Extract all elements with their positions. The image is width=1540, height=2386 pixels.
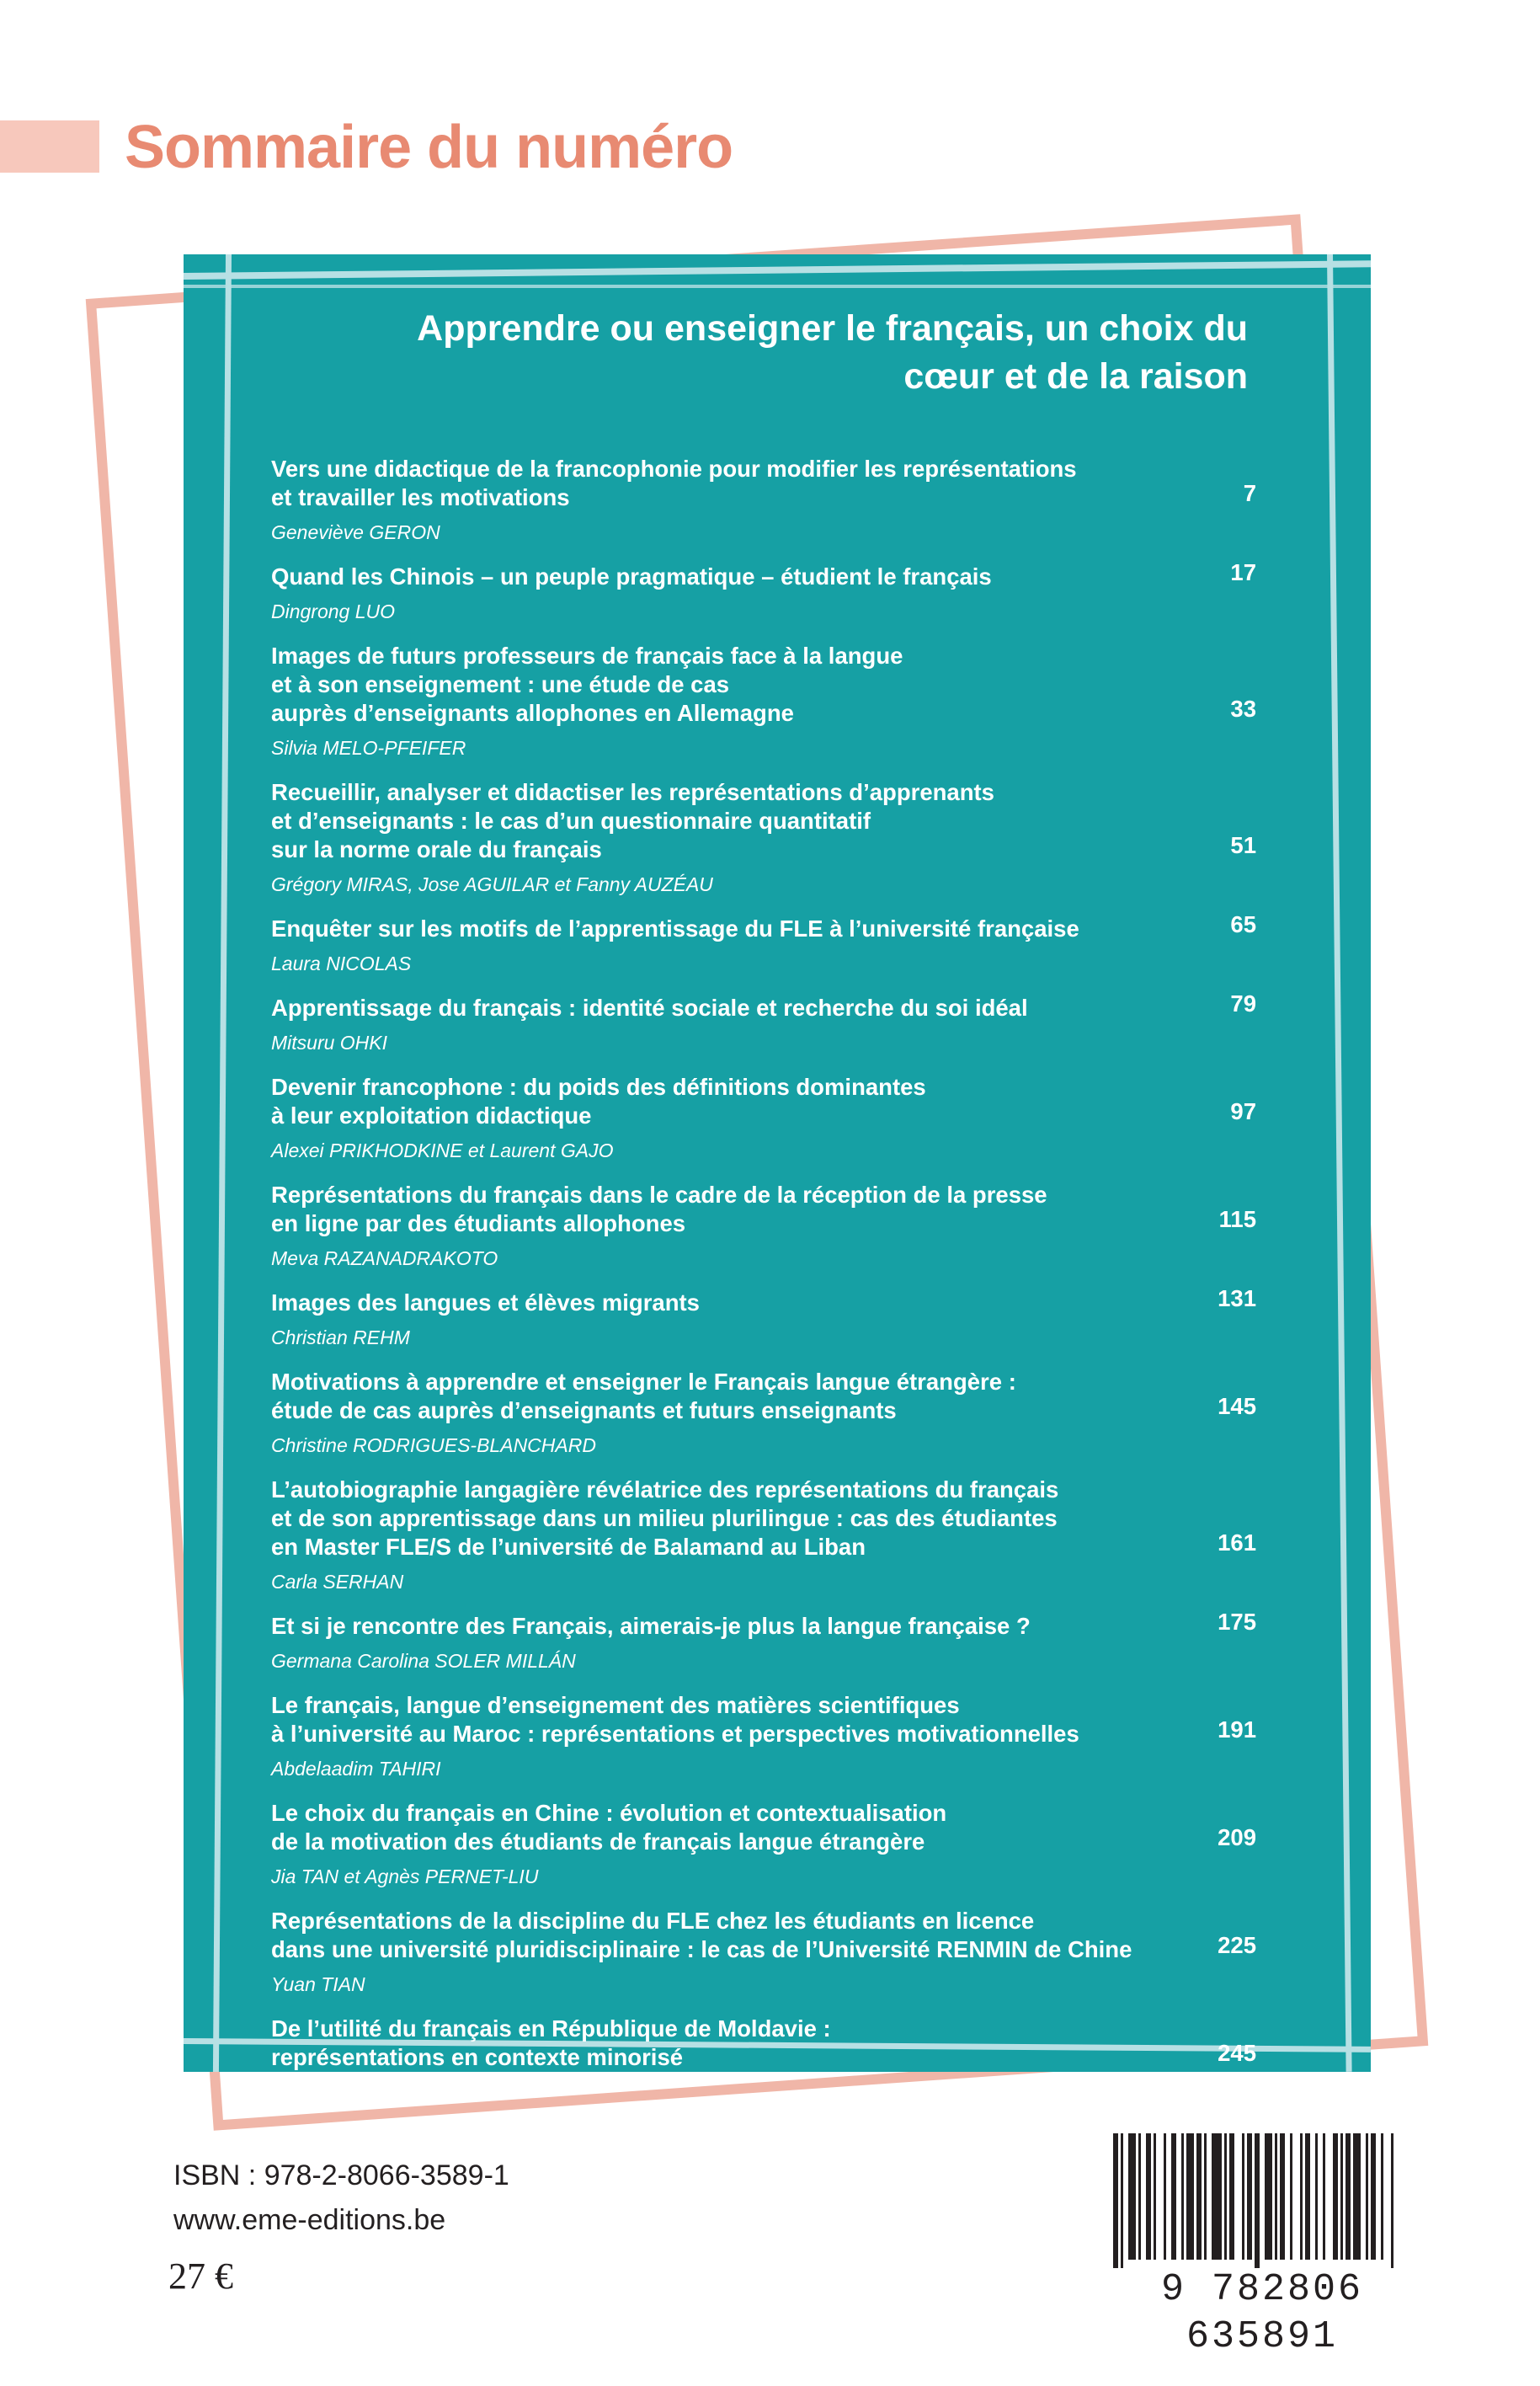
barcode-bar	[1300, 2133, 1303, 2260]
toc-entry-author: Silvia MELO-PFEIFER	[271, 737, 466, 759]
toc-entry-author: Anna-Christine WEIRICH	[271, 2081, 489, 2103]
price-text: 27 €	[168, 2255, 233, 2297]
toc-entry-page: 245	[1218, 2040, 1256, 2066]
toc-entry-title: Images des langues et élèves migrants	[271, 1289, 700, 1316]
toc-entry[interactable]	[271, 642, 1256, 761]
toc-entry[interactable]	[271, 1181, 1256, 1271]
toc-entry-author: Jia TAN et Agnès PERNET-LIU	[271, 1866, 539, 1887]
toc-entry-title: Apprentissage du français : identité sociale et recherche du soi idéal	[271, 995, 1028, 1021]
toc-entry-page: 33	[1230, 696, 1256, 722]
barcode-bar	[1346, 2133, 1351, 2260]
barcode-bar	[1181, 2133, 1184, 2260]
toc-entry-title: Enquêter sur les motifs de l’apprentissage du FLE à l’université française	[271, 915, 1079, 942]
barcode-bar	[1229, 2133, 1234, 2260]
barcode-bar	[1242, 2133, 1244, 2260]
toc-entry-title: Représentations de la discipline du FLE chez les étudiants en licence dans une université pluridisciplinaire : le cas de l’Université RENMIN de Chine	[271, 1908, 1132, 1962]
toc-entry[interactable]	[271, 2015, 1256, 2105]
toc-entry-title: Vers une didactique de la francophonie pour modifier les représentations et travailler les motivations	[271, 456, 1077, 510]
toc-panel	[184, 254, 1371, 2103]
barcode-bar	[1154, 2133, 1156, 2260]
toc-entry-page: 7	[1243, 480, 1256, 506]
barcode-bar	[1391, 2133, 1393, 2268]
toc-entry-page: 191	[1218, 1716, 1256, 1743]
toc-entry-page: 175	[1218, 1609, 1256, 1635]
barcode-bar	[1333, 2133, 1338, 2260]
toc-entry-author: Alexei PRIKHODKINE et Laurent GAJO	[271, 1140, 614, 1161]
barcode-bar	[1305, 2133, 1310, 2260]
issue-theme-title: Apprendre ou enseigner le français, un choix du cœur et de la raison	[417, 308, 1248, 397]
toc-entry-author: Dingrong LUO	[271, 601, 396, 622]
toc-entry-page: 79	[1230, 990, 1256, 1017]
toc-entry[interactable]	[271, 778, 1256, 897]
toc-entry-title: Et si je rencontre des Français, aimerais-je plus la langue française ?	[271, 1613, 1031, 1639]
barcode-bar	[1255, 2133, 1260, 2268]
page-title: Sommaire du numéro	[125, 114, 733, 181]
barcode-bar	[1315, 2133, 1318, 2260]
toc-entry-page: 131	[1218, 1285, 1256, 1311]
barcode-bar	[1186, 2133, 1194, 2260]
toc-entry-title: Images de futurs professeurs de français face à la langue et à son enseignement : une étude de cas auprès d’enseignants allophones en Allemagne	[271, 643, 903, 726]
toc-entry-title: Le français, langue d’enseignement des matières scientifiques à l’université au Maroc : représentations et perspectives motivationnelles	[271, 1692, 1079, 1747]
toc-entry-page: 17	[1230, 559, 1256, 585]
barcode	[1101, 2133, 1423, 2358]
barcode-bar	[1275, 2133, 1277, 2260]
toc-entry-page: 209	[1218, 1824, 1256, 1850]
toc-entry[interactable]	[271, 1285, 1256, 1350]
toc-entry-author: Grégory MIRAS, Jose AGUILAR et Fanny AUZÉAU	[271, 873, 713, 895]
toc-entry-title: Représentations du français dans le cadre de la réception de la presse en ligne par des étudiants allophones	[271, 1182, 1047, 1236]
barcode-bar	[1290, 2133, 1292, 2260]
toc-entry-author: Carla SERHAN	[271, 1571, 404, 1593]
panel-border-line	[184, 285, 1371, 288]
toc-entry[interactable]	[271, 559, 1256, 624]
toc-entry[interactable]	[271, 455, 1256, 545]
toc-entry-title: Quand les Chinois – un peuple pragmatique – étudient le français	[271, 563, 992, 590]
toc-entry-author: Christine RODRIGUES-BLANCHARD	[271, 1434, 596, 1456]
barcode-bar	[1353, 2133, 1361, 2260]
barcode-bar	[1196, 2133, 1202, 2260]
barcode-digits: 9 782806 635891	[1160, 2268, 1364, 2358]
toc-entry-title: Recueillir, analyser et didactiser les représentations d’apprenants et d’enseignants : le cas d’un questionnaire quantitatif sur la norme orale du français	[271, 779, 994, 862]
toc-entry[interactable]	[271, 1476, 1256, 1594]
barcode-bar	[1280, 2133, 1285, 2260]
toc-entry-title: De l’utilité du français en République de Moldavie : représentations en contexte minorisé	[271, 2015, 831, 2070]
toc-entry-author: Abdelaadim TAHIRI	[271, 1758, 441, 1780]
barcode-bar	[1247, 2133, 1252, 2260]
toc-entry-title: Motivations à apprendre et enseigner le Français langue étrangère : étude de cas auprès d’enseignants et futurs enseignants	[271, 1369, 1016, 1423]
toc-entry-page: 65	[1230, 911, 1256, 937]
barcode-bar	[1204, 2133, 1207, 2260]
barcode-bar	[1212, 2133, 1222, 2260]
toc-entry-author: Laura NICOLAS	[271, 953, 412, 974]
panel-border-line	[213, 254, 232, 2072]
barcode-bar	[1146, 2133, 1151, 2260]
toc-entry-author: Geneviève GERON	[271, 521, 440, 543]
barcode-bar	[1381, 2133, 1383, 2260]
barcode-bar	[1121, 2133, 1123, 2268]
toc-entry-author: Germana Carolina SOLER MILLÁN	[271, 1650, 576, 1672]
barcode-bar	[1128, 2133, 1136, 2260]
website-link[interactable]: www.eme-editions.be	[173, 2204, 446, 2236]
toc-entry-author: Christian REHM	[271, 1326, 410, 1348]
toc-entry[interactable]	[271, 911, 1256, 976]
toc-entry-page: 51	[1230, 832, 1256, 858]
isbn-text: ISBN : 978-2-8066-3589-1	[173, 2159, 509, 2191]
toc-entry-page: 161	[1218, 1529, 1256, 1556]
barcode-bar	[1340, 2133, 1343, 2260]
header-accent-bar	[0, 120, 99, 173]
panel-border-line	[184, 260, 1371, 280]
barcode-bar	[1138, 2133, 1141, 2260]
barcode-bar	[1113, 2133, 1118, 2268]
panel-border-line	[1327, 254, 1352, 2072]
toc-entry-page: 225	[1218, 1932, 1256, 1958]
toc-entry[interactable]	[271, 1907, 1256, 1997]
toc-entry[interactable]	[271, 1609, 1256, 1673]
toc-entry-author: Mitsuru OHKI	[271, 1032, 388, 1054]
barcode-icon	[1101, 2133, 1423, 2268]
toc-entry-title: Devenir francophone : du poids des définitions dominantes à leur exploitation didactique	[271, 1074, 926, 1129]
toc-entry-title: Le choix du français en Chine : évolution et contextualisation de la motivation des étudiants de français langue étrangère	[271, 1800, 947, 1855]
toc-entry-author: Meva RAZANADRAKOTO	[271, 1247, 498, 1269]
barcode-bar	[1171, 2133, 1176, 2260]
toc-entry-author: Yuan TIAN	[271, 1973, 365, 1995]
toc-entry-page: 97	[1230, 1098, 1256, 1124]
barcode-bar	[1366, 2133, 1368, 2260]
toc-entry[interactable]	[271, 1691, 1256, 1781]
toc-entry-title: L’autobiographie langagière révélatrice des représentations du français et de son apprentissage dans un milieu plurilingue : cas des étudiantes en Master FLE/S de l’université de Balamand au Liban	[271, 1476, 1059, 1560]
toc-entry[interactable]	[271, 1799, 1256, 1889]
table-of-contents	[271, 455, 1256, 2122]
toc-entry-page: 115	[1218, 1206, 1256, 1232]
barcode-bar	[1164, 2133, 1166, 2260]
barcode-bar	[1323, 2133, 1325, 2260]
toc-entry[interactable]	[271, 990, 1256, 1055]
barcode-bar	[1265, 2133, 1272, 2260]
barcode-bar	[1224, 2133, 1227, 2260]
toc-entry[interactable]	[271, 1073, 1256, 1163]
toc-entry-page: 145	[1218, 1393, 1256, 1419]
barcode-bar	[1371, 2133, 1376, 2260]
toc-entry[interactable]	[271, 1368, 1256, 1458]
